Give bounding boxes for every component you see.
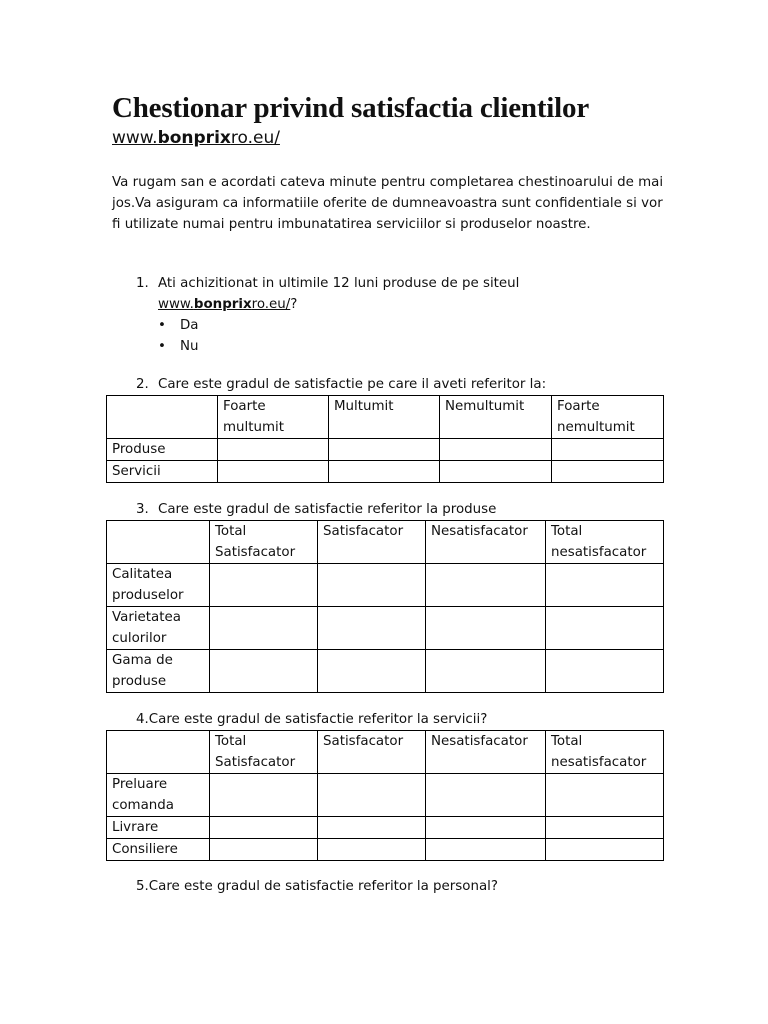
column-header: Total nesatisfacator xyxy=(546,731,664,774)
row-label: Livrare xyxy=(107,817,210,839)
table-header-row xyxy=(107,396,664,439)
column-header: Satisfacator xyxy=(318,521,426,564)
answer-cell[interactable] xyxy=(210,650,318,693)
answer-cell[interactable] xyxy=(426,650,546,693)
answer-cell[interactable] xyxy=(329,461,440,483)
answer-cell[interactable] xyxy=(546,774,664,817)
header-empty-cell xyxy=(107,731,210,774)
column-header: Total Satisfacator xyxy=(210,521,318,564)
column-header: Foarte multumit xyxy=(218,396,329,439)
row-label: Consiliere xyxy=(107,839,210,861)
page-title: Chestionar privind satisfactia clientilor xyxy=(112,92,589,124)
answer-cell[interactable] xyxy=(329,439,440,461)
table-row xyxy=(107,817,664,839)
question-2-number: 2. xyxy=(136,377,149,392)
option-da[interactable] xyxy=(158,315,199,336)
header-empty-cell xyxy=(107,396,218,439)
url-brand: bonprix xyxy=(157,128,231,148)
bullet-icon: • xyxy=(158,339,166,354)
answer-cell[interactable] xyxy=(426,817,546,839)
row-label: Varietatea culorilor xyxy=(107,607,210,650)
answer-cell[interactable] xyxy=(426,564,546,607)
header-empty-cell xyxy=(107,521,210,564)
option-nu-label: Nu xyxy=(180,339,199,354)
table-row xyxy=(107,564,664,607)
answer-cell[interactable] xyxy=(546,839,664,861)
question-1-text: Ati achizitionat in ultimile 12 luni produse de pe siteul xyxy=(158,276,520,291)
table-header-row xyxy=(107,521,664,564)
q1-question-mark: ? xyxy=(290,297,298,312)
row-label: Produse xyxy=(107,439,218,461)
site-url-link[interactable] xyxy=(112,128,280,148)
answer-cell[interactable] xyxy=(218,461,329,483)
answer-cell[interactable] xyxy=(210,564,318,607)
question-1 xyxy=(136,273,676,294)
question-5: 5.Care este gradul de satisfactie referitor la personal? xyxy=(136,879,498,894)
row-label: Servicii xyxy=(107,461,218,483)
answer-cell[interactable] xyxy=(210,774,318,817)
table-header-row xyxy=(107,731,664,774)
question-1-url-link[interactable] xyxy=(158,297,290,312)
option-da-label: Da xyxy=(180,318,199,333)
question-3-number: 3. xyxy=(136,502,149,517)
column-header: Satisfacator xyxy=(318,731,426,774)
table-row xyxy=(107,650,664,693)
answer-cell[interactable] xyxy=(440,439,552,461)
column-header: Total Satisfacator xyxy=(210,731,318,774)
table-q4 xyxy=(106,730,664,861)
column-header: Foarte nemultumit xyxy=(552,396,664,439)
url-suffix: ro.eu/ xyxy=(230,128,280,148)
answer-cell[interactable] xyxy=(218,439,329,461)
q1-url-suffix: ro.eu/ xyxy=(251,297,291,312)
answer-cell[interactable] xyxy=(426,774,546,817)
column-header: Nesatisfacator xyxy=(426,521,546,564)
intro-paragraph: Va rugam san e acordati cateva minute pentru completarea chestinoarului de mai jos.Va asiguram ca informatiile oferite de dumneavoastra sunt confidentiale si vor fi utilizate numai pentru imbunatatirea serviciilor si produselor noastre. xyxy=(112,175,664,232)
table-row xyxy=(107,607,664,650)
row-label: Calitatea produselor xyxy=(107,564,210,607)
table-q3 xyxy=(106,520,664,693)
answer-cell[interactable] xyxy=(210,839,318,861)
question-4: 4.Care este gradul de satisfactie referitor la servicii? xyxy=(136,712,488,727)
answer-cell[interactable] xyxy=(318,817,426,839)
answer-cell[interactable] xyxy=(440,461,552,483)
column-header: Nesatisfacator xyxy=(426,731,546,774)
option-nu[interactable] xyxy=(158,336,199,357)
table-row xyxy=(107,461,664,483)
answer-cell[interactable] xyxy=(318,564,426,607)
question-1-number: 1. xyxy=(136,276,149,291)
answer-cell[interactable] xyxy=(318,607,426,650)
q1-url-brand: bonprix xyxy=(193,297,252,312)
row-label: Preluare comanda xyxy=(107,774,210,817)
answer-cell[interactable] xyxy=(546,607,664,650)
question-3-text: Care este gradul de satisfactie referitor la produse xyxy=(158,502,497,517)
question-3 xyxy=(136,499,496,520)
table-row xyxy=(107,774,664,817)
answer-cell[interactable] xyxy=(318,774,426,817)
answer-cell[interactable] xyxy=(318,839,426,861)
question-2 xyxy=(136,374,546,395)
column-header: Nemultumit xyxy=(440,396,552,439)
answer-cell[interactable] xyxy=(546,817,664,839)
answer-cell[interactable] xyxy=(552,461,664,483)
answer-cell[interactable] xyxy=(426,839,546,861)
table-row xyxy=(107,839,664,861)
answer-cell[interactable] xyxy=(426,607,546,650)
column-header: Total nesatisfacator xyxy=(546,521,664,564)
table-row xyxy=(107,439,664,461)
answer-cell[interactable] xyxy=(318,650,426,693)
answer-cell[interactable] xyxy=(552,439,664,461)
answer-cell[interactable] xyxy=(546,650,664,693)
row-label: Gama de produse xyxy=(107,650,210,693)
q1-url-prefix: www. xyxy=(158,297,194,312)
question-2-text: Care este gradul de satisfactie pe care il aveti referitor la: xyxy=(158,377,547,392)
column-header: Multumit xyxy=(329,396,440,439)
answer-cell[interactable] xyxy=(210,607,318,650)
answer-cell[interactable] xyxy=(210,817,318,839)
question-1-url-line xyxy=(158,294,297,315)
url-prefix: www. xyxy=(112,128,158,148)
answer-cell[interactable] xyxy=(546,564,664,607)
table-q2 xyxy=(106,395,664,483)
bullet-icon: • xyxy=(158,318,166,333)
